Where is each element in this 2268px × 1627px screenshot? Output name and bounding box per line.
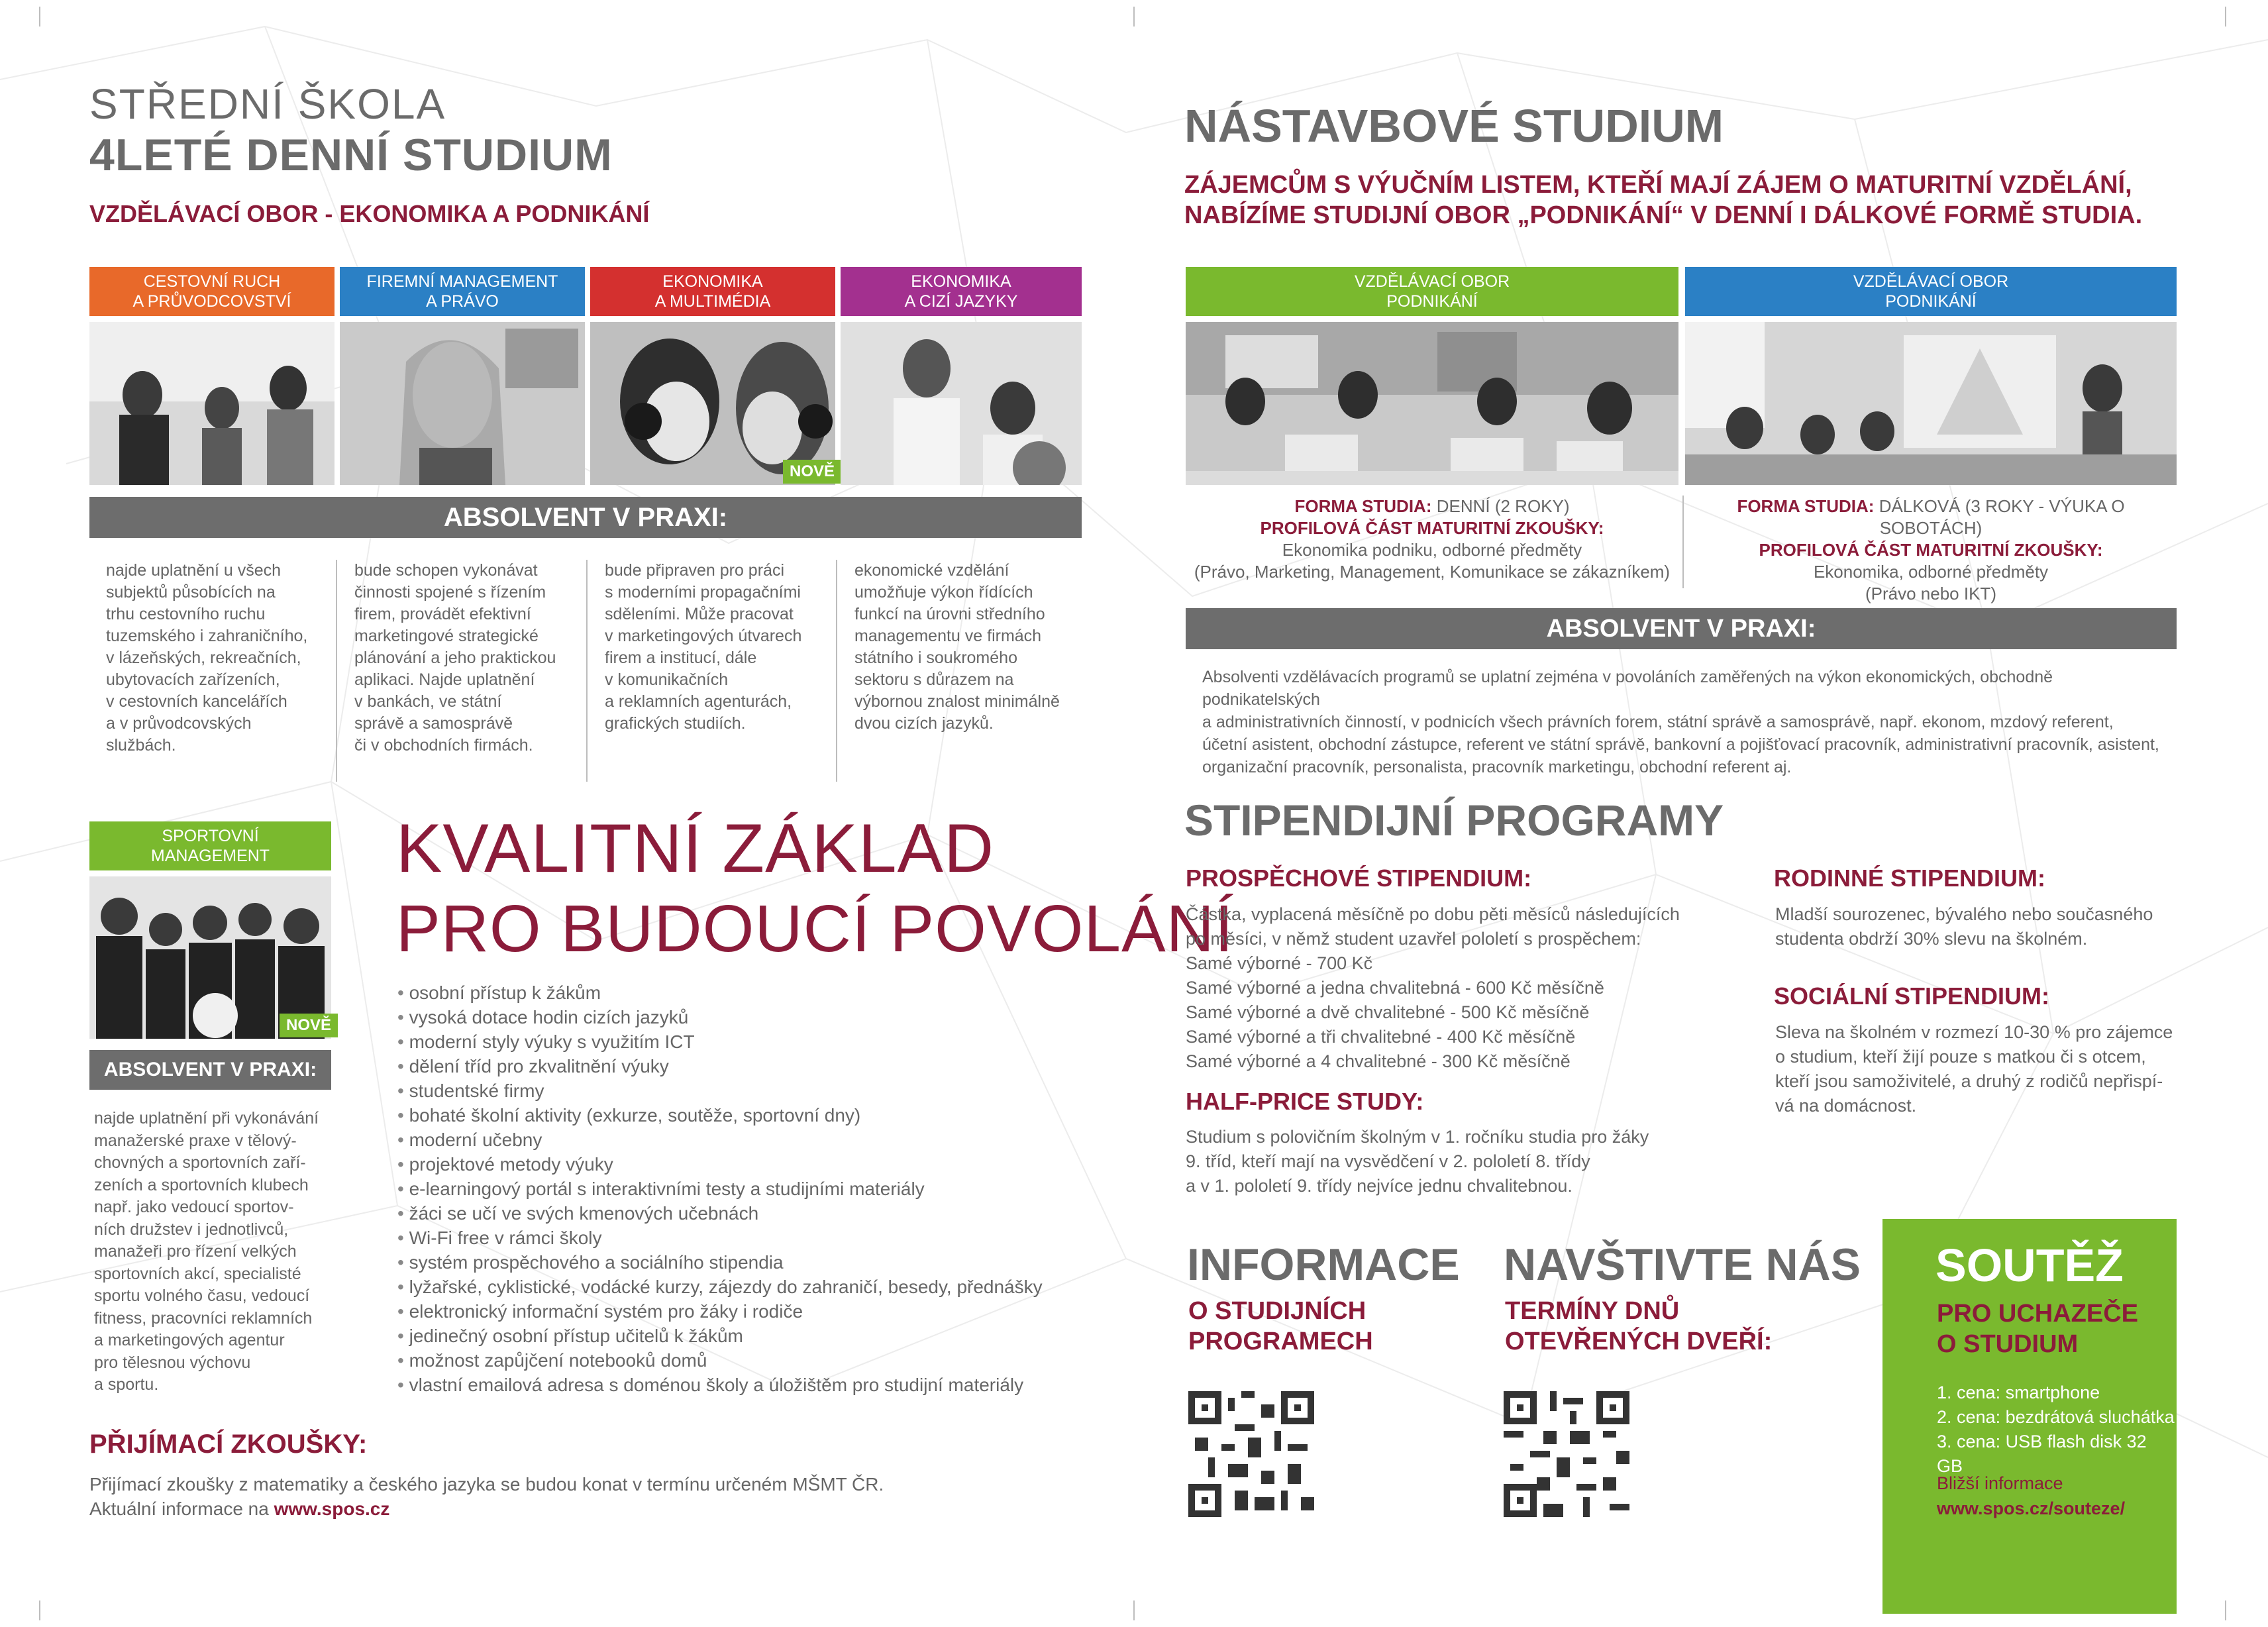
soutez-panel xyxy=(1882,1219,2177,1614)
profil-line1: Ekonomika, odborné předměty xyxy=(1813,562,2049,582)
benefit-item: • možnost zapůjčení notebooků domů xyxy=(397,1348,1093,1373)
benefit-item: • e-learningový portál s interaktivními testy a studijními materiály xyxy=(397,1177,1093,1201)
prize-item: 1. cena: smartphone xyxy=(1937,1383,2100,1402)
benefit-item: • studentské firmy xyxy=(397,1078,1093,1103)
navstivte-sub1: TERMÍNY DNŮ xyxy=(1505,1297,1680,1325)
program-tab-denni: VZDĚLÁVACÍ OBOR PODNIKÁNÍ xyxy=(1186,267,1678,316)
soutez-link[interactable]: www.spos.cz/souteze/ xyxy=(1937,1498,2126,1518)
nove-badge-multimedia: NOVĚ xyxy=(783,460,841,484)
program-info-dalkova xyxy=(1685,496,2177,605)
absolvent-text-sport: najde uplatnění při vykonávání manažerské praxe v tělový- chovných a sportovních zaří- zeních a sportovních klubech např. jako vedoucí sportov- ních družstev i jednotlivců, manažeři pro řízení velkých sportovních akcí, specialisté sportu volného času, vedoucí fitness, pracovníci reklamních a marketingových agentur pro tělesnou výchovu a sportu. xyxy=(94,1109,319,1394)
nastavbove-title: NÁSTAVBOVÉ STUDIUM xyxy=(1184,100,1724,152)
column-divider xyxy=(836,560,837,782)
profil-line2: (Právo, Marketing, Management, Komunikace se zákazníkem) xyxy=(1194,562,1671,582)
soutez-sub1: PRO UCHAZEČE xyxy=(1937,1300,2139,1328)
informace-title: INFORMACE xyxy=(1187,1239,1460,1290)
benefit-item: • Wi-Fi free v rámci školy xyxy=(397,1226,1093,1250)
rodinne-title: RODINNÉ STIPENDIUM: xyxy=(1774,865,2046,892)
photo-classroom-denni xyxy=(1186,322,1678,485)
benefit-item: • projektové metody výuky xyxy=(397,1152,1093,1177)
left-subtitle: VZDĚLÁVACÍ OBOR - EKONOMIKA A PODNIKÁNÍ xyxy=(89,200,650,227)
photo-cestovni-ruch xyxy=(89,322,335,485)
category-tab-sportovni-management: SPORTOVNÍ MANAGEMENT xyxy=(89,821,331,870)
kvalitni-zaklad-line2: PRO BUDOUCÍ POVOLÁNÍ xyxy=(396,892,1234,966)
program-tab-dalkova: VZDĚLÁVACÍ OBOR PODNIKÁNÍ xyxy=(1685,267,2177,316)
prize-item: 3. cena: USB flash disk 32 GB xyxy=(1937,1432,2147,1476)
forma-label: FORMA STUDIA: xyxy=(1737,496,1875,516)
forma-label: FORMA STUDIA: xyxy=(1294,496,1432,516)
benefit-item: • moderní styly výuky s využitím ICT xyxy=(397,1029,1093,1054)
benefit-item: • moderní učebny xyxy=(397,1128,1093,1152)
benefit-item: • systém prospěchového a sociálního stipendia xyxy=(397,1250,1093,1275)
informace-sub1: O STUDIJNÍCH xyxy=(1188,1297,1366,1325)
profil-line1: Ekonomika podniku, odborné předměty xyxy=(1282,540,1582,560)
photo-ekonomika-cizi-jazyky xyxy=(841,322,1082,485)
stipendia-title: STIPENDIJNÍ PROGRAMY xyxy=(1184,796,1724,845)
category-tab-ekonomika-cizi-jazyky: EKONOMIKA A CIZÍ JAZYKY xyxy=(841,267,1082,316)
soutez-prizes xyxy=(1937,1381,2177,1479)
prijimaci-text: Přijímací zkoušky z matematiky a českého jazyka se budou konat v termínu určeném MŠMT ČR. xyxy=(89,1474,884,1495)
navstivte-sub2: OTEVŘENÝCH DVEŘÍ: xyxy=(1505,1328,1773,1355)
nove-badge-sport: NOVĚ xyxy=(280,1014,338,1037)
absolvent-band-left: ABSOLVENT V PRAXI: xyxy=(89,497,1082,538)
prijimaci-info xyxy=(89,1496,389,1521)
category-tab-ekonomika-multimedia: EKONOMIKA A MULTIMÉDIA xyxy=(590,267,835,316)
website-link[interactable]: www.spos.cz xyxy=(274,1498,390,1519)
benefit-item: • lyžařské, cyklistické, vodácké kurzy, zájezdy do zahraničí, besedy, přednášky xyxy=(397,1275,1093,1299)
soutez-title: SOUTĚŽ xyxy=(1935,1239,2124,1291)
prize-item: 2. cena: bezdrátová sluchátka xyxy=(1937,1407,2175,1427)
category-tab-firemni-management: FIREMNÍ MANAGEMENT A PRÁVO xyxy=(340,267,585,316)
photo-firemni-management xyxy=(340,322,585,485)
absolvent-text-right: Absolventi vzdělávacích programů se uplatní zejména v povoláních zaměřených na výkon ekonomických, obchodně podnikatelských a administrativních činností, v podnicích všech právních forem, státní správě a samosprávě, např. ekonom, mzdový referent, účetní asistent, obchodní zástupce, referent ve státní správě, bankovní a pojišťovací pracovník, administrativní pracovník, asistent, organizační pracovník, personalista, pracovník marketingu, obchodní referent aj. xyxy=(1202,668,2159,776)
rodinne-text: Mladší sourozenec, bývalého nebo současného studenta obdrží 30% slevu na školném. xyxy=(1775,904,2153,949)
socialni-title: SOCIÁLNÍ STIPENDIUM: xyxy=(1774,982,2050,1010)
prospechove-title: PROSPĚCHOVÉ STIPENDIUM: xyxy=(1186,865,1532,892)
halfprice-text: Studium s polovičním školným v 1. ročníku studia pro žáky 9. tříd, kteří mají na vysvědčení v 2. pololetí 8. třídy a v 1. pololetí 9. třídy nejvíce jednu chvalitebnou. xyxy=(1186,1127,1649,1196)
benefits-list xyxy=(397,980,1093,1397)
column-divider xyxy=(336,560,337,782)
prijimaci-title: PŘIJÍMACÍ ZKOUŠKY: xyxy=(89,1430,368,1459)
profil-label: PROFILOVÁ ČÁST MATURITNÍ ZKOUŠKY: xyxy=(1759,540,2103,560)
benefit-item: • dělení tříd pro zkvalitnění výuky xyxy=(397,1054,1093,1078)
benefit-item: • vlastní emailová adresa s doménou školy a úložištěm pro studijní materiály xyxy=(397,1373,1093,1397)
qr-code-informace[interactable] xyxy=(1188,1391,1314,1517)
nastavbove-subtitle-line1: ZÁJEMCŮM S VÝUČNÍM LISTEM, KTEŘÍ MAJÍ ZÁJEM O MATURITNÍ VZDĚLÁNÍ, xyxy=(1184,171,2132,199)
benefit-item: • elektronický informační systém pro žáky i rodiče xyxy=(397,1299,1093,1324)
soutez-more-label: Bližší informace xyxy=(1937,1473,2063,1493)
nastavbove-subtitle-line2: NABÍZÍME STUDIJNÍ OBOR „PODNIKÁNÍ“ V DENNÍ I DÁLKOVÉ FORMĚ STUDIA. xyxy=(1184,201,2143,229)
column-divider xyxy=(586,560,588,782)
program-info-denni xyxy=(1186,496,1678,583)
benefit-item: • osobní přístup k žákům xyxy=(397,980,1093,1005)
forma-value: DENNÍ (2 ROKY) xyxy=(1436,496,1570,516)
informace-sub2: PROGRAMECH xyxy=(1188,1328,1373,1355)
category-tab-cestovni-ruch: CESTOVNÍ RUCH A PRŮVODCOVSTVÍ xyxy=(89,267,335,316)
absolvent-text-multimedia: bude připraven pro práci s moderními propagačními sděleními. Může pracovat v marketingových útvarech firem a institucí, dále v komunikačních a reklamních agenturách, grafických studiích. xyxy=(605,561,802,733)
benefit-item: • jedinečný osobní přístup učitelů k žákům xyxy=(397,1324,1093,1348)
absolvent-band-sport: ABSOLVENT V PRAXI: xyxy=(89,1050,331,1090)
absolvent-text-firemni-management: bude schopen vykonávat činnosti spojené s řízením firem, provádět efektivní marketingové strategické plánování a jeho praktickou aplikaci. Najde uplatnění v bankách, ve státní správě a samosprávě či v obchodních firmách. xyxy=(354,561,556,755)
absolvent-text-cizi-jazyky: ekonomické vzdělání umožňuje výkon řídících funkcí na úrovni středního managementu ve firmách státního i soukromého sektoru s důrazem na výbornou znalost minimálně dvou cizích jazyků. xyxy=(854,561,1060,733)
forma-value: DÁLKOVÁ (3 ROKY - VÝUKA O SOBOTÁCH) xyxy=(1879,496,2125,538)
profil-label: PROFILOVÁ ČÁST MATURITNÍ ZKOUŠKY: xyxy=(1260,518,1604,538)
halfprice-title: HALF-PRICE STUDY: xyxy=(1186,1088,1424,1115)
navstivte-title: NAVŠTIVTE NÁS xyxy=(1504,1239,1861,1290)
kvalitni-zaklad-line1: KVALITNÍ ZÁKLAD xyxy=(396,810,995,887)
benefit-item: • bohaté školní aktivity (exkurze, soutěže, sportovní dny) xyxy=(397,1103,1093,1128)
absolvent-band-right: ABSOLVENT V PRAXI: xyxy=(1186,608,2177,649)
program-divider xyxy=(1682,496,1684,588)
prijimaci-info-label: Aktuální informace na xyxy=(89,1498,274,1519)
benefit-item: • žáci se učí ve svých kmenových učebnách xyxy=(397,1201,1093,1226)
qr-code-navstivte[interactable] xyxy=(1504,1391,1629,1517)
absolvent-text-cestovni-ruch: najde uplatnění u všech subjektů působících na trhu cestovního ruchu tuzemského i zahraničního, v lázeňských, rekreačních, ubytovacích zařízeních, v cestovních kancelářích a v průvodcovských službách. xyxy=(106,561,308,755)
profil-line2: (Právo nebo IKT) xyxy=(1865,584,1996,604)
soutez-sub2: O STUDIUM xyxy=(1937,1330,2079,1358)
left-title-line2: 4LETÉ DENNÍ STUDIUM xyxy=(89,130,613,180)
benefit-item: • vysoká dotace hodin cizích jazyků xyxy=(397,1005,1093,1029)
photo-classroom-dalkova xyxy=(1685,322,2177,485)
prospechove-text: Částka, vyplacená měsíčně po dobu pěti měsíců následujících po měsíci, v němž student uzavřel pololetí s prospěchem: Samé výborné - 700 Kč Samé výborné a jedna chvalitebná - 600 Kč měsíčně Samé výborné a dvě chvalitebné - 500 Kč měsíčně Samé výborné a tři chvalitebné - 400 Kč měsíčně Samé výborné a 4 chvalitebné - 300 Kč měsíčně xyxy=(1186,904,1680,1071)
socialni-text: Sleva na školném v rozmezí 10-30 % pro zájemce o studium, kteří žijí pouze s matkou či s otcem, kteří jsou samoživitelé, a druhý z rodičů nepřispí- vá na domácnost. xyxy=(1775,1022,2173,1116)
left-title-line1: STŘEDNÍ ŠKOLA xyxy=(89,80,446,128)
